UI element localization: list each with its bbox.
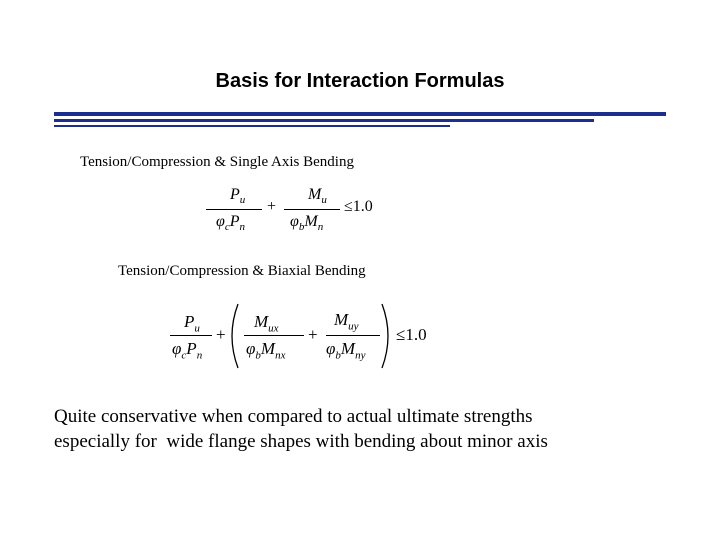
resistance-factor-symbol: φ [246,339,256,358]
conclusion-text [54,404,704,454]
formula-single-axis [200,184,400,240]
axial-capacity-symbol: P [229,213,240,230]
resistance-factor-symbol: φ [216,213,225,230]
subscript-u: u [194,322,200,335]
conclusion-line-2: especially for wide flange shapes with bending about minor axis [54,431,548,452]
plus-sign: + [216,325,226,344]
axial-load-symbol: P [230,186,240,203]
resistance-factor-symbol: φ [172,339,182,358]
moment-x-symbol: M [254,312,269,331]
subscript-b: b [335,349,341,362]
subscript-c: c [224,221,230,234]
subscript-u: u [321,194,327,207]
resistance-factor-symbol: φ [290,213,299,230]
subscript-n: n [239,221,246,234]
subscript-ny: ny [355,349,366,362]
subscript-b: b [255,349,261,362]
subscript-n: n [317,221,324,234]
subscript-ux: ux [268,322,279,335]
formula-biaxial [168,300,448,372]
conclusion-line-1: Quite conservative when compared to actual ultimate strengths [54,406,533,427]
limit-value: 1.0 [405,325,427,344]
subscript-n: n [196,349,203,362]
plus-sign: + [267,198,277,215]
subscript-u: u [239,194,246,207]
resistance-factor-symbol: φ [326,339,336,358]
title-rule-top [54,112,666,116]
moment-y-capacity-symbol: M [340,339,356,358]
limit-value: 1.0 [352,198,373,215]
subscript-c: c [181,349,187,362]
plus-sign: + [308,325,318,344]
axial-load-symbol: P [184,312,195,331]
moment-symbol: M [308,186,322,203]
less-equal-sign: ≤ [344,198,353,215]
less-equal-sign: ≤ [396,325,406,344]
subscript-nx: nx [275,349,286,362]
section-heading-biaxial: Tension/Compression & Biaxial Bending [118,263,366,279]
moment-x-capacity-symbol: M [260,339,276,358]
axial-capacity-symbol: P [186,339,197,358]
slide-title: Basis for Interaction Formulas [215,70,505,92]
subscript-b: b [298,221,305,234]
moment-y-symbol: M [334,310,349,329]
subscript-uy: uy [348,320,359,333]
title-rule-middle [54,119,594,122]
section-heading-single-axis: Tension/Compression & Single Axis Bending [80,154,354,170]
title-rule-bottom [54,125,450,127]
moment-capacity-symbol: M [304,213,318,230]
